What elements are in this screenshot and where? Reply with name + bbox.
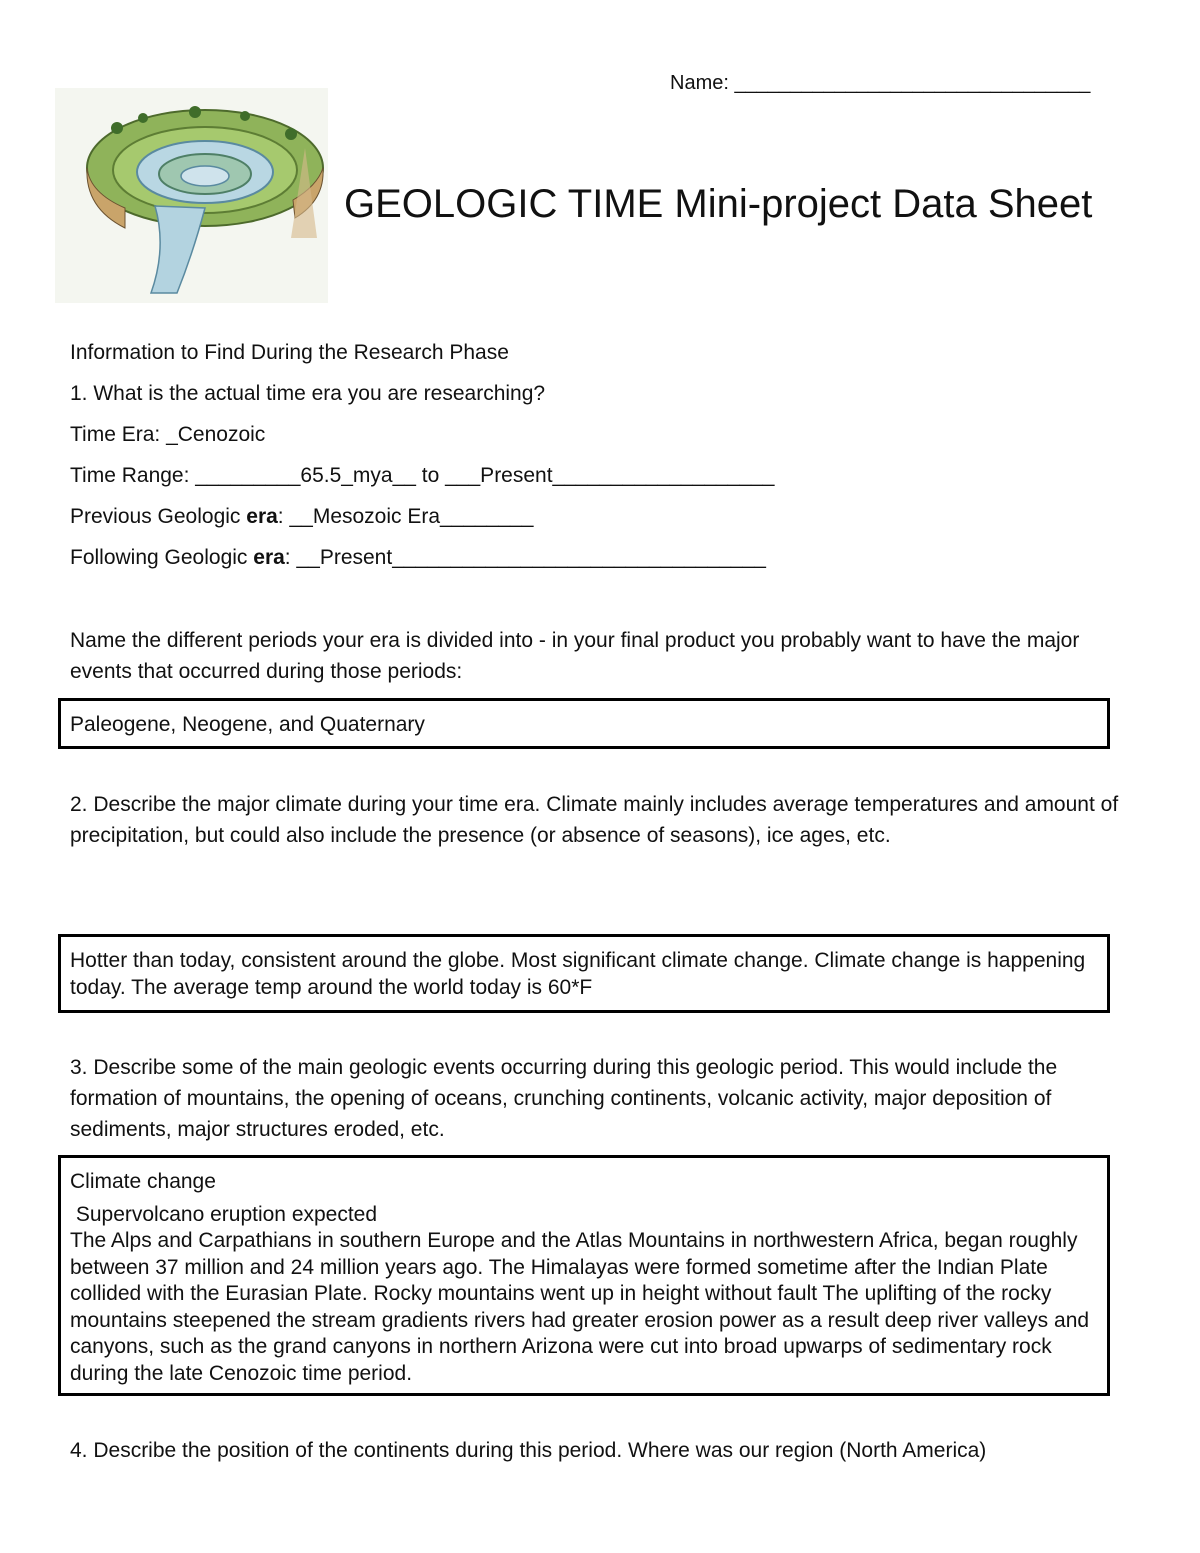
previous-era-field[interactable] <box>70 504 533 530</box>
time-range-field[interactable]: Time Range: _________65.5_mya__ to ___Present___________________ <box>70 464 775 487</box>
question-1: 1. What is the actual time era you are researching? <box>70 382 546 405</box>
climate-answer: Hotter than today, consistent around the globe. Most significant climate change. Climate change is happening today. The average temp around the world today is 60*F <box>70 949 1086 999</box>
section-heading: Information to Find During the Research Phase <box>70 341 509 364</box>
time-era-field[interactable]: Time Era: _Cenozoic <box>70 423 266 446</box>
page-title: GEOLOGIC TIME Mini-project Data Sheet <box>344 182 1093 226</box>
geology-prompt: 3. Describe some of the main geologic events occurring during this geologic period. This would include the formation of mountains, the opening of oceans, crunching continents, volcanic activity, major deposition of sediments, major structures eroded, etc. <box>70 1056 1058 1141</box>
geologic-time-spiral-illustration <box>55 88 328 303</box>
periods-answer: Paleogene, Neogene, and Quaternary <box>70 713 425 736</box>
climate-prompt: 2. Describe the major climate during your time era. Climate mainly includes average temperatures and amount of precipitation, but could also include the presence (or absence of seasons), ice ages, etc. <box>70 793 1119 847</box>
following-era-bold: era <box>253 546 285 569</box>
following-era-label: Following Geologic <box>70 546 254 569</box>
continents-prompt: 4. Describe the position of the continents during this period. Where was our region (North America) <box>70 1439 987 1462</box>
geology-answer-line-2: Supervolcano eruption expected <box>70 1202 378 1226</box>
previous-era-bold: era <box>246 505 278 528</box>
periods-answer-box[interactable] <box>58 698 1110 749</box>
geology-answer-line-1: Climate change <box>70 1170 216 1193</box>
geology-answer-body: The Alps and Carpathians in southern Europe and the Atlas Mountains in northwestern Africa, began roughly between 37 million and 24 million years ago. The Himalayas were formed sometime after the Indian Plate collided with the Eurasian Plate. Rocky mountains went up in height without fault The uplifting of the rocky mountains steepened the stream gradients rivers had greater erosion power as a result deep river valleys and canyons, such as the grand canyons in northern Arizona were cut into broad upwarps of sedimentary rock during the late Cenozoic time period. <box>70 1229 1090 1385</box>
following-era-value: : __Present________________________________ <box>284 546 766 569</box>
previous-era-value: : __Mesozoic Era________ <box>277 505 534 528</box>
climate-answer-box[interactable] <box>58 934 1110 1013</box>
following-era-field[interactable] <box>70 545 766 571</box>
previous-era-label: Previous Geologic <box>70 505 247 528</box>
name-field-line[interactable]: Name: ________________________________ <box>670 72 1091 94</box>
periods-prompt: Name the different periods your era is divided into - in your final product you probably want to have the major events that occurred during those periods: <box>70 629 1080 683</box>
geology-answer-box[interactable] <box>58 1155 1110 1396</box>
